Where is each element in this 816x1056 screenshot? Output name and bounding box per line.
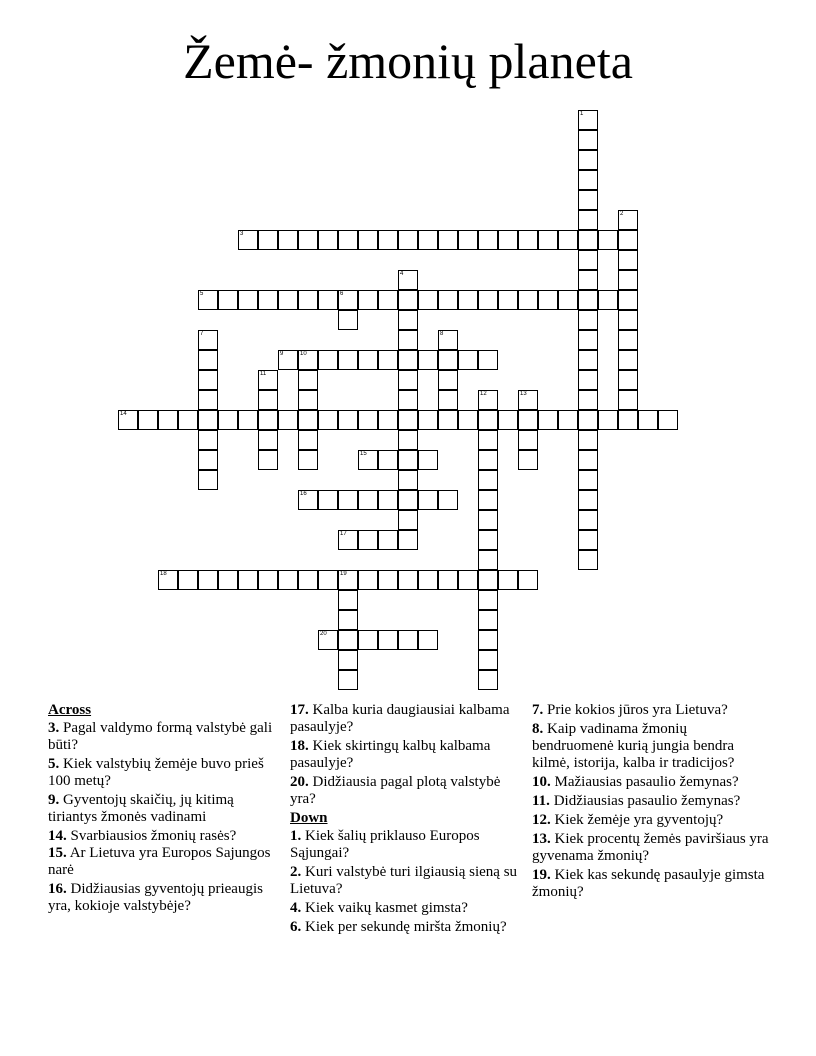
grid-cell[interactable] — [318, 290, 338, 310]
grid-cell[interactable] — [478, 290, 498, 310]
grid-cell[interactable] — [298, 390, 318, 410]
grid-cell[interactable] — [218, 570, 238, 590]
grid-cell[interactable] — [338, 530, 358, 550]
grid-cell[interactable] — [438, 570, 458, 590]
grid-cell[interactable] — [618, 250, 638, 270]
grid-cell[interactable] — [358, 410, 378, 430]
grid-cell[interactable] — [418, 570, 438, 590]
grid-cell[interactable] — [398, 370, 418, 390]
grid-cell[interactable] — [338, 630, 358, 650]
grid-cell[interactable] — [298, 570, 318, 590]
grid-cell[interactable] — [318, 230, 338, 250]
grid-cell[interactable] — [358, 290, 378, 310]
grid-cell[interactable] — [338, 350, 358, 370]
grid-cell[interactable] — [398, 630, 418, 650]
grid-cell[interactable] — [398, 230, 418, 250]
clue-number-label: 6 — [340, 291, 344, 297]
clue-down-11: 11. Didžiausias pasaulio žemynas? — [532, 793, 741, 809]
grid-cell[interactable] — [198, 370, 218, 390]
grid-cell[interactable] — [378, 410, 398, 430]
grid-cell[interactable] — [578, 270, 598, 290]
grid-cell[interactable] — [298, 290, 318, 310]
grid-cell[interactable] — [518, 450, 538, 470]
grid-cell[interactable] — [458, 570, 478, 590]
grid-cell[interactable] — [518, 430, 538, 450]
grid-cell[interactable] — [318, 570, 338, 590]
grid-cell[interactable] — [358, 630, 378, 650]
grid-cell[interactable] — [578, 250, 598, 270]
grid-cell[interactable] — [198, 350, 218, 370]
grid-cell[interactable] — [378, 630, 398, 650]
clue-across-18: 18. Kiek skirtingų kalbų kalbama pasaulyje? — [290, 738, 491, 771]
grid-cell[interactable] — [378, 530, 398, 550]
grid-cell[interactable] — [618, 330, 638, 350]
grid-cell[interactable] — [578, 390, 598, 410]
grid-cell[interactable] — [338, 610, 358, 630]
grid-cell[interactable] — [558, 230, 578, 250]
grid-cell[interactable] — [578, 530, 598, 550]
grid-cell[interactable] — [438, 490, 458, 510]
clue-across-3: 3. Pagal valdymo formą valstybė gali būti? — [48, 720, 273, 753]
clue-number-label: 9 — [280, 351, 284, 357]
clue-number-label: 19 — [340, 571, 347, 577]
clue-number-label: 10 — [300, 351, 307, 357]
clue-number-label: 14 — [120, 411, 127, 417]
grid-cell[interactable] — [238, 570, 258, 590]
grid-cell[interactable] — [578, 170, 598, 190]
grid-cell[interactable] — [198, 390, 218, 410]
clue-down-7: 7. Prie kokios jūros yra Lietuva? — [532, 702, 728, 718]
grid-cell[interactable] — [278, 570, 298, 590]
grid-cell[interactable] — [358, 450, 378, 470]
grid-cell[interactable] — [338, 670, 358, 690]
grid-cell[interactable] — [298, 490, 318, 510]
grid-cell[interactable] — [578, 470, 598, 490]
clue-across-9: 9. Gyventojų skaičių, jų kitimą tiriantys žmonės vadinami — [48, 792, 234, 825]
grid-cell[interactable] — [618, 390, 638, 410]
grid-cell[interactable] — [258, 450, 278, 470]
clue-across-20: 20. Didžiausia pagal plotą valstybė yra? — [290, 774, 501, 807]
grid-cell[interactable] — [378, 350, 398, 370]
grid-cell[interactable] — [358, 350, 378, 370]
clue-down-12: 12. Kiek žemėje yra gyventojų? — [532, 812, 724, 828]
grid-cell[interactable] — [518, 390, 538, 410]
clue-number-label: 3 — [240, 231, 244, 237]
grid-cell[interactable] — [558, 410, 578, 430]
grid-cell[interactable] — [398, 270, 418, 290]
grid-cell[interactable] — [618, 350, 638, 370]
grid-cell[interactable] — [198, 430, 218, 450]
grid-cell[interactable] — [418, 410, 438, 430]
grid-cell[interactable] — [298, 350, 318, 370]
clue-across-5: 5. Kiek valstybių žemėje buvo prieš 100 metų? — [48, 756, 264, 789]
clue-number-label: 8 — [440, 331, 444, 337]
clue-number-label: 15 — [360, 451, 367, 457]
grid-cell[interactable] — [478, 550, 498, 570]
grid-cell[interactable] — [318, 350, 338, 370]
grid-cell[interactable] — [458, 410, 478, 430]
clue-number-label: 18 — [160, 571, 167, 577]
clue-number-label: 1 — [580, 111, 584, 117]
grid-cell[interactable] — [478, 470, 498, 490]
grid-cell[interactable] — [578, 310, 598, 330]
grid-cell[interactable] — [258, 430, 278, 450]
grid-cell[interactable] — [578, 370, 598, 390]
down-heading: Down — [290, 810, 328, 826]
grid-cell[interactable] — [578, 190, 598, 210]
clue-across-17: 17. Kalba kuria daugiausiai kalbama pasaulyje? — [290, 702, 510, 735]
grid-cell[interactable] — [198, 570, 218, 590]
grid-cell[interactable] — [478, 530, 498, 550]
grid-cell[interactable] — [438, 330, 458, 350]
grid-cell[interactable] — [198, 330, 218, 350]
grid-cell[interactable] — [478, 590, 498, 610]
grid-cell[interactable] — [338, 410, 358, 430]
grid-cell[interactable] — [478, 350, 498, 370]
clue-number-label: 12 — [480, 391, 487, 397]
grid-cell[interactable] — [418, 450, 438, 470]
grid-cell[interactable] — [578, 410, 598, 430]
grid-cell[interactable] — [478, 570, 498, 590]
grid-cell[interactable] — [398, 570, 418, 590]
grid-cell[interactable] — [658, 410, 678, 430]
grid-cell[interactable] — [258, 390, 278, 410]
clue-down-4: 4. Kiek vaikų kasmet gimsta? — [290, 900, 468, 916]
grid-cell[interactable] — [298, 370, 318, 390]
across-heading: Across — [48, 702, 92, 718]
grid-cell[interactable] — [418, 630, 438, 650]
clues-column-3 — [532, 702, 772, 903]
grid-cell[interactable] — [398, 510, 418, 530]
grid-cell[interactable] — [378, 490, 398, 510]
grid-cell[interactable] — [138, 410, 158, 430]
grid-cell[interactable] — [178, 410, 198, 430]
grid-cell[interactable] — [198, 450, 218, 470]
grid-cell[interactable] — [258, 410, 278, 430]
grid-cell[interactable] — [458, 350, 478, 370]
grid-cell[interactable] — [578, 430, 598, 450]
grid-cell[interactable] — [298, 450, 318, 470]
grid-cell[interactable] — [478, 630, 498, 650]
grid-cell[interactable] — [238, 230, 258, 250]
grid-cell[interactable] — [478, 490, 498, 510]
grid-cell[interactable] — [618, 270, 638, 290]
grid-cell[interactable] — [258, 370, 278, 390]
grid-cell[interactable] — [578, 510, 598, 530]
grid-cell[interactable] — [358, 490, 378, 510]
grid-cell[interactable] — [438, 410, 458, 430]
grid-cell[interactable] — [318, 630, 338, 650]
grid-cell[interactable] — [298, 410, 318, 430]
clue-number-label: 11 — [260, 371, 267, 377]
grid-cell[interactable] — [578, 110, 598, 130]
grid-cell[interactable] — [518, 290, 538, 310]
grid-cell[interactable] — [438, 350, 458, 370]
clue-across-14: 14. Svarbiausios žmonių rasės? — [48, 828, 237, 844]
grid-cell[interactable] — [198, 290, 218, 310]
grid-cell[interactable] — [598, 230, 618, 250]
grid-cell[interactable] — [458, 230, 478, 250]
grid-cell[interactable] — [578, 450, 598, 470]
grid-cell[interactable] — [598, 290, 618, 310]
page-title: Žemė- žmonių planeta — [183, 33, 633, 89]
grid-cell[interactable] — [578, 150, 598, 170]
grid-cell[interactable] — [518, 410, 538, 430]
grid-cell[interactable] — [318, 490, 338, 510]
grid-cell[interactable] — [578, 330, 598, 350]
grid-cell[interactable] — [398, 430, 418, 450]
grid-cell[interactable] — [618, 310, 638, 330]
grid-cell[interactable] — [238, 410, 258, 430]
clue-number-label: 13 — [520, 391, 527, 397]
grid-cell[interactable] — [478, 230, 498, 250]
clue-number-label: 2 — [620, 211, 624, 217]
grid-cell[interactable] — [358, 230, 378, 250]
grid-cell[interactable] — [358, 530, 378, 550]
grid-cell[interactable] — [378, 450, 398, 470]
grid-cell[interactable] — [398, 490, 418, 510]
grid-cell[interactable] — [498, 230, 518, 250]
grid-cell[interactable] — [198, 410, 218, 430]
grid-cell[interactable] — [418, 230, 438, 250]
grid-cell[interactable] — [478, 390, 498, 410]
grid-cell[interactable] — [338, 650, 358, 670]
clue-down-8: 8. Kaip vadinama žmonių bendruomenė kurią jungia bendra kilmė, istorija, kalba ir tradicijos? — [532, 721, 735, 771]
grid-cell[interactable] — [398, 470, 418, 490]
grid-cell[interactable] — [538, 410, 558, 430]
grid-cell[interactable] — [538, 230, 558, 250]
grid-cell[interactable] — [418, 350, 438, 370]
clue-down-19: 19. Kiek kas sekundę pasaulyje gimsta žmonių? — [532, 867, 765, 900]
grid-cell[interactable] — [498, 410, 518, 430]
clue-number-label: 16 — [300, 491, 307, 497]
grid-cell[interactable] — [618, 230, 638, 250]
grid-cell[interactable] — [178, 570, 198, 590]
clue-down-2: 2. Kuri valstybė turi ilgiausią sieną su Lietuva? — [290, 864, 518, 897]
grid-cell[interactable] — [438, 390, 458, 410]
grid-cell[interactable] — [538, 290, 558, 310]
grid-cell[interactable] — [398, 450, 418, 470]
grid-cell[interactable] — [258, 290, 278, 310]
grid-cell[interactable] — [398, 290, 418, 310]
grid-cell[interactable] — [338, 490, 358, 510]
grid-cell[interactable] — [518, 230, 538, 250]
clue-number-label: 4 — [400, 271, 404, 277]
grid-cell[interactable] — [398, 530, 418, 550]
grid-cell[interactable] — [478, 670, 498, 690]
grid-cell[interactable] — [158, 410, 178, 430]
grid-cell[interactable] — [118, 410, 138, 430]
grid-cell[interactable] — [278, 230, 298, 250]
grid-cell[interactable] — [278, 290, 298, 310]
clues-column-1 — [48, 702, 280, 917]
grid-cell[interactable] — [598, 410, 618, 430]
grid-cell[interactable] — [458, 290, 478, 310]
clue-down-1: 1. Kiek šalių priklauso Europos Sąjungai? — [290, 828, 480, 861]
clue-down-13: 13. Kiek procentų žemės paviršiaus yra gyvenama žmonių? — [532, 831, 769, 864]
grid-cell[interactable] — [318, 410, 338, 430]
grid-cell[interactable] — [338, 570, 358, 590]
grid-cell[interactable] — [618, 370, 638, 390]
grid-cell[interactable] — [618, 290, 638, 310]
clue-across-15: 15. Ar Lietuva yra Europos Sajungos narė — [48, 845, 271, 878]
grid-cell[interactable] — [338, 230, 358, 250]
grid-cell[interactable] — [418, 490, 438, 510]
grid-cell[interactable] — [438, 230, 458, 250]
clue-down-10: 10. Mažiausias pasaulio žemynas? — [532, 774, 739, 790]
grid-cell[interactable] — [218, 290, 238, 310]
grid-cell[interactable] — [378, 230, 398, 250]
grid-cell[interactable] — [378, 290, 398, 310]
grid-cell[interactable] — [198, 470, 218, 490]
clue-number-label: 5 — [200, 291, 204, 297]
grid-cell[interactable] — [578, 290, 598, 310]
grid-cell[interactable] — [578, 350, 598, 370]
grid-cell[interactable] — [518, 570, 538, 590]
grid-cell[interactable] — [438, 370, 458, 390]
grid-cell[interactable] — [338, 310, 358, 330]
grid-cell[interactable] — [278, 350, 298, 370]
grid-cell[interactable] — [398, 310, 418, 330]
grid-cell[interactable] — [338, 290, 358, 310]
grid-cell[interactable] — [218, 410, 238, 430]
grid-cell[interactable] — [578, 490, 598, 510]
grid-cell[interactable] — [478, 450, 498, 470]
clue-number-label: 20 — [320, 631, 327, 637]
grid-cell[interactable] — [498, 570, 518, 590]
grid-cell[interactable] — [338, 590, 358, 610]
grid-cell[interactable] — [398, 390, 418, 410]
grid-cell[interactable] — [378, 570, 398, 590]
grid-cell[interactable] — [298, 430, 318, 450]
grid-cell[interactable] — [278, 410, 298, 430]
clue-number-label: 17 — [340, 531, 347, 537]
grid-cell[interactable] — [498, 290, 518, 310]
grid-cell[interactable] — [618, 210, 638, 230]
clue-across-16: 16. Didžiausias gyventojų prieaugis yra, kokioje valstybėje? — [48, 881, 263, 914]
grid-cell[interactable] — [438, 290, 458, 310]
grid-cell[interactable] — [238, 290, 258, 310]
grid-cell[interactable] — [578, 230, 598, 250]
grid-cell[interactable] — [478, 610, 498, 630]
grid-cell[interactable] — [638, 410, 658, 430]
grid-cell[interactable] — [258, 230, 278, 250]
grid-cell[interactable] — [358, 570, 378, 590]
grid-cell[interactable] — [578, 210, 598, 230]
grid-cell[interactable] — [478, 430, 498, 450]
grid-cell[interactable] — [398, 410, 418, 430]
grid-cell[interactable] — [618, 410, 638, 430]
grid-cell[interactable] — [478, 650, 498, 670]
clues-column-2 — [290, 702, 522, 938]
grid-cell[interactable] — [478, 510, 498, 530]
grid-cell[interactable] — [398, 350, 418, 370]
clue-down-6: 6. Kiek per sekundę miršta žmonių? — [290, 919, 507, 935]
grid-cell[interactable] — [418, 290, 438, 310]
grid-cell[interactable] — [258, 570, 278, 590]
grid-cell[interactable] — [578, 130, 598, 150]
grid-cell[interactable] — [558, 290, 578, 310]
grid-cell[interactable] — [478, 410, 498, 430]
clue-number-label: 7 — [200, 331, 204, 337]
grid-cell[interactable] — [298, 230, 318, 250]
grid-cell[interactable] — [578, 550, 598, 570]
grid-cell[interactable] — [398, 330, 418, 350]
grid-cell[interactable] — [158, 570, 178, 590]
